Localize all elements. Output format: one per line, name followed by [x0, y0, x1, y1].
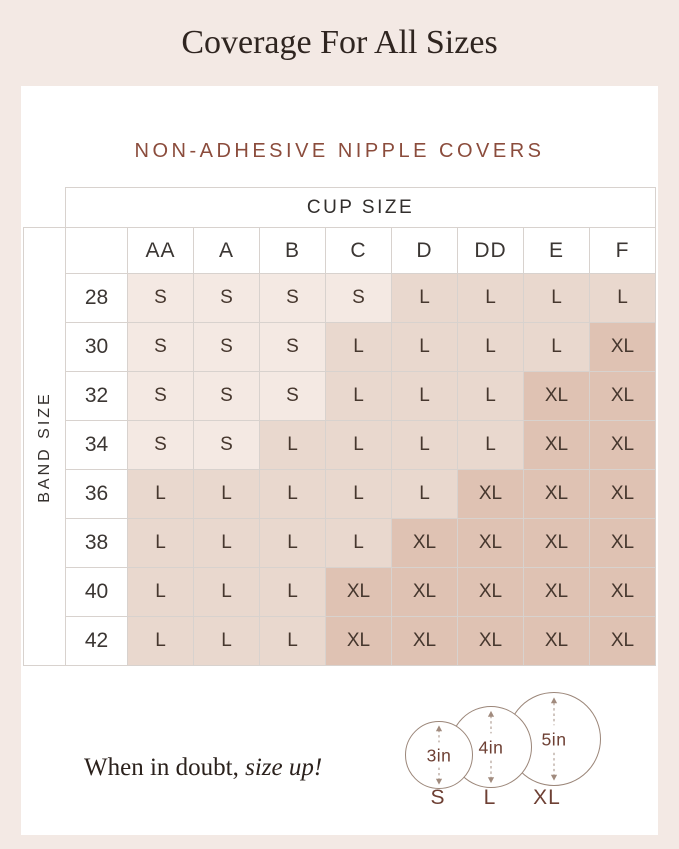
size-cell: L — [458, 323, 524, 372]
size-cell: L — [392, 323, 458, 372]
table-row — [24, 568, 656, 617]
size-cell: L — [128, 470, 194, 519]
size-cell: L — [194, 568, 260, 617]
size-cell: S — [194, 372, 260, 421]
size-cell: L — [326, 470, 392, 519]
size-cell: L — [326, 372, 392, 421]
cup-size-column-header: A — [194, 228, 260, 274]
size-cell: S — [128, 274, 194, 323]
size-cell: L — [194, 617, 260, 666]
circle-label-xl: XL — [533, 786, 561, 809]
size-cell: L — [260, 568, 326, 617]
band-size-value: 36 — [66, 470, 128, 519]
arrow-up-icon — [436, 725, 442, 731]
size-cell: XL — [524, 568, 590, 617]
size-cell: XL — [458, 568, 524, 617]
table-row — [24, 421, 656, 470]
cup-size-column-header: AA — [128, 228, 194, 274]
corner-spacer — [24, 188, 66, 228]
s-size-circle — [405, 721, 473, 789]
band-size-value: 34 — [66, 421, 128, 470]
size-cell: L — [458, 372, 524, 421]
band-size-value: 40 — [66, 568, 128, 617]
note-regular: When in doubt, — [84, 754, 239, 781]
size-cell: S — [260, 274, 326, 323]
size-cell: XL — [392, 617, 458, 666]
band-size-value: 42 — [66, 617, 128, 666]
size-cell: L — [260, 519, 326, 568]
size-cell: L — [458, 421, 524, 470]
size-cell: XL — [458, 470, 524, 519]
size-cell: L — [326, 323, 392, 372]
table-row — [24, 274, 656, 323]
size-cell: XL — [590, 372, 656, 421]
size-cell: XL — [392, 568, 458, 617]
size-cell: S — [194, 274, 260, 323]
size-cell: XL — [590, 323, 656, 372]
size-cell: L — [260, 470, 326, 519]
note-italic: size up! — [245, 754, 323, 781]
size-cell: L — [524, 274, 590, 323]
size-cell: L — [392, 421, 458, 470]
diameter-text-xl: 5in — [541, 729, 567, 750]
size-cell: XL — [590, 568, 656, 617]
size-cell: L — [326, 421, 392, 470]
cup-size-column-header: D — [392, 228, 458, 274]
size-cell: S — [260, 323, 326, 372]
arrow-up-icon — [551, 697, 557, 703]
table-row — [24, 519, 656, 568]
cup-size-header-row — [24, 188, 656, 228]
size-cell: L — [392, 372, 458, 421]
size-chart-table — [23, 187, 656, 666]
size-cell: XL — [326, 617, 392, 666]
diameter-text-l: 4in — [478, 737, 504, 758]
cup-size-column-header: B — [260, 228, 326, 274]
size-cell: L — [326, 519, 392, 568]
size-cell: S — [326, 274, 392, 323]
band-size-value: 28 — [66, 274, 128, 323]
size-cell: XL — [524, 617, 590, 666]
band-size-value: 30 — [66, 323, 128, 372]
page-title: Coverage For All Sizes — [181, 24, 498, 61]
cup-size-column-header: F — [590, 228, 656, 274]
size-cell: L — [590, 274, 656, 323]
size-cell: L — [392, 274, 458, 323]
size-cell: XL — [458, 617, 524, 666]
table-row — [24, 470, 656, 519]
size-cell: L — [392, 470, 458, 519]
size-cell: L — [524, 323, 590, 372]
size-cell: L — [194, 470, 260, 519]
product-subtitle: NON-ADHESIVE NIPPLE COVERS — [134, 140, 545, 162]
diameter-arrow-s — [406, 722, 472, 788]
size-cell: XL — [590, 470, 656, 519]
size-cell: XL — [524, 372, 590, 421]
size-cell: L — [128, 519, 194, 568]
diameter-text-s: 3in — [426, 745, 452, 766]
arrow-down-icon — [551, 775, 557, 781]
cup-size-column-header: E — [524, 228, 590, 274]
cup-letters-row — [24, 228, 656, 274]
size-cell: L — [458, 274, 524, 323]
band-size-value: 32 — [66, 372, 128, 421]
size-cell: S — [194, 421, 260, 470]
size-cell: XL — [392, 519, 458, 568]
size-cell: XL — [590, 519, 656, 568]
footer-note — [84, 754, 322, 782]
cup-size-column-header: C — [326, 228, 392, 274]
size-cell: XL — [524, 519, 590, 568]
table-row — [24, 323, 656, 372]
size-cell: XL — [458, 519, 524, 568]
size-cell: L — [128, 568, 194, 617]
cup-size-label: CUP SIZE — [66, 188, 656, 228]
circle-label-l: L — [483, 786, 497, 809]
size-cell: S — [128, 372, 194, 421]
size-cell: L — [260, 421, 326, 470]
size-cell: S — [128, 421, 194, 470]
size-cell: L — [260, 617, 326, 666]
arrow-up-icon — [488, 711, 494, 717]
size-cell: XL — [326, 568, 392, 617]
band-size-label-text: BAND SIZE — [35, 390, 53, 503]
size-cell: L — [128, 617, 194, 666]
band-size-value: 38 — [66, 519, 128, 568]
size-cell: S — [194, 323, 260, 372]
size-cell: L — [194, 519, 260, 568]
arrow-down-icon — [488, 777, 494, 783]
size-cell: S — [128, 323, 194, 372]
size-cell: XL — [590, 421, 656, 470]
size-cell: XL — [590, 617, 656, 666]
size-cell: S — [260, 372, 326, 421]
size-cell: XL — [524, 421, 590, 470]
corner-blank-cell — [66, 228, 128, 274]
size-cell: XL — [524, 470, 590, 519]
cup-size-column-header: DD — [458, 228, 524, 274]
band-size-axis — [24, 228, 66, 666]
table-row — [24, 617, 656, 666]
size-chart-card — [21, 86, 658, 835]
arrow-down-icon — [436, 779, 442, 785]
circle-label-s: S — [430, 786, 446, 809]
table-row — [24, 372, 656, 421]
